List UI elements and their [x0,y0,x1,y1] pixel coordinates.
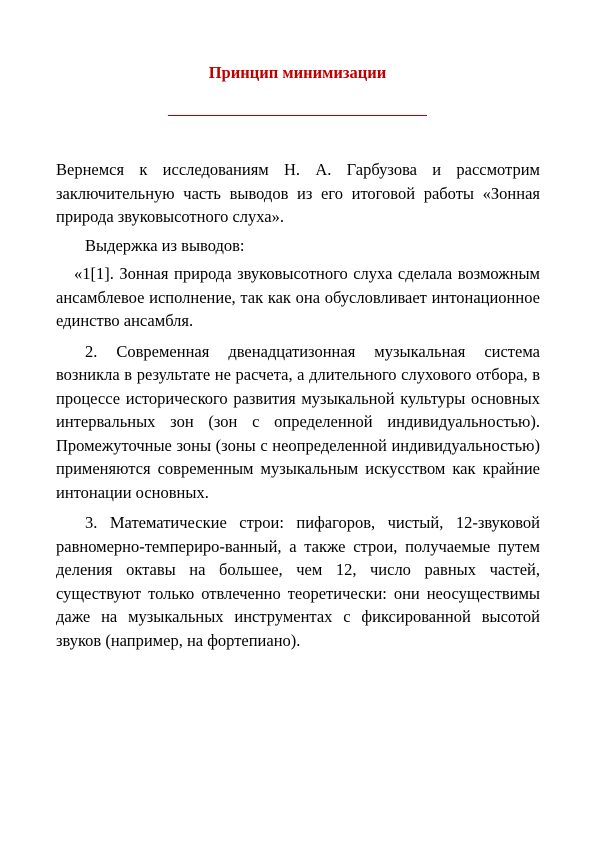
paragraph-conclusion-2-text: 2. Современная двенадцатизонная музыкальная система возникла в результате не расчета, а длительного слухового отбора, в процессе исторического развития музыкальной культуры основных интервальных зон (зон с определенной индивидуальностью). Промежуточные зоны (зоны с неопределенной индивидуальностью) применяются современным музыкальным искусством как крайние интонации основных. [56,341,540,502]
document-body [56,158,540,652]
paragraph-conclusion-3-text: 3. Математические строи: пифагоров, чистый, 12-звуковой равномерно-темпериро-ванный, а также строи, получаемые путем деления октавы на большее, чем 12, число равных частей, существуют только отвлеченно теоретически: они неосуществимы даже на музыкальных инструментах с фиксированной высотой звуков (например, на фортепиано). [56,513,540,650]
paragraph-intro-text: Вернемся к исследованиям Н. А. Гарбузова и рассмотрим заключительную часть выводов из его итоговой работы «Зонная природа звуковысотного слуха». [56,160,540,226]
paragraph-intro [56,158,540,229]
page-title: Принцип минимизации [208,63,387,82]
paragraph-excerpt-label [56,234,540,258]
paragraph-conclusion-1-text: «1[1]. Зонная природа звуковысотного слуха сделала возможным ансамблевое исполнение, так как она обусловливает интонационное единство ансамбля. [56,264,540,330]
paragraph-conclusion-1 [56,262,540,333]
paragraph-conclusion-3 [56,511,540,652]
paragraph-excerpt-label-text: Выдержка из выводов: [85,235,245,255]
title-underline-divider [168,115,427,116]
paragraph-conclusion-2 [56,340,540,505]
